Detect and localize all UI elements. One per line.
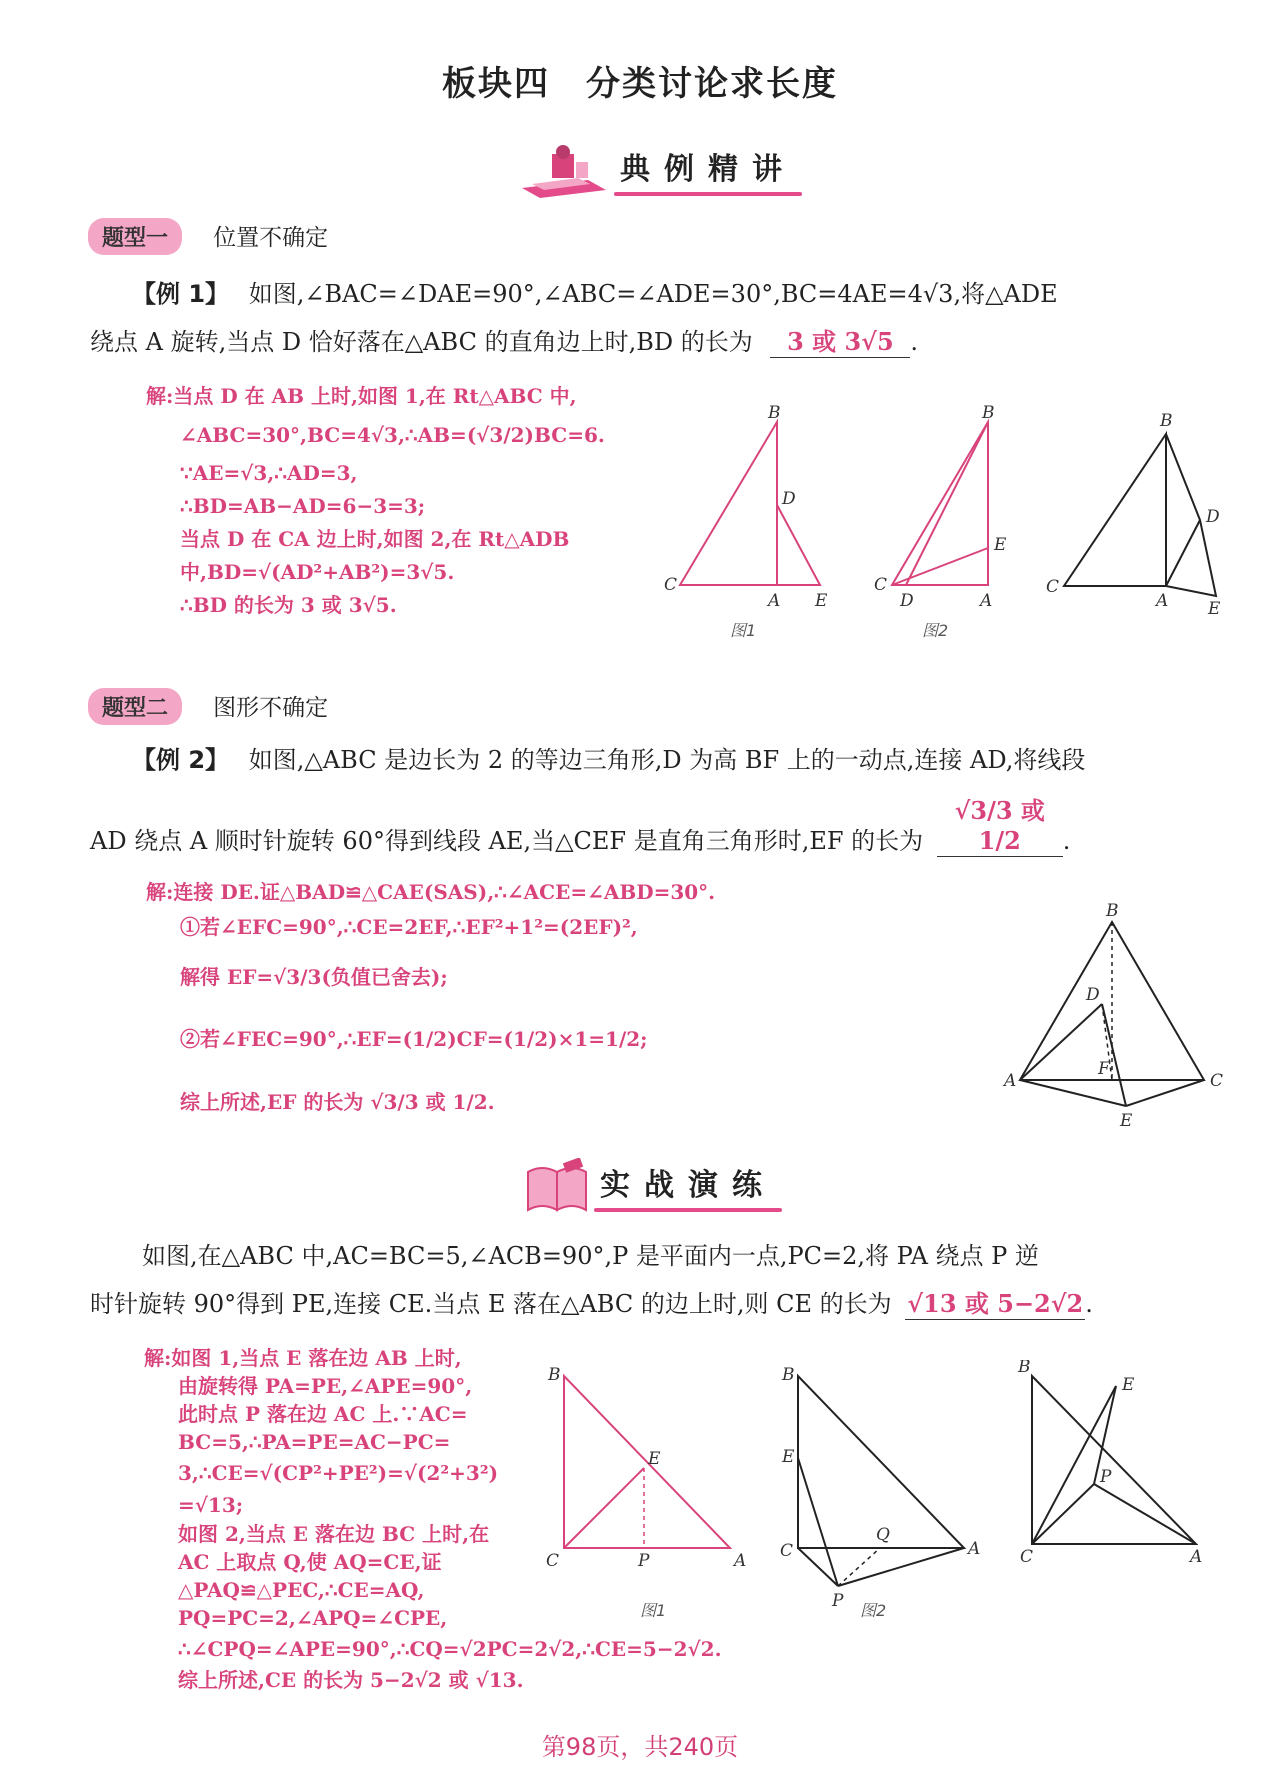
svg-text:D: D: [782, 489, 796, 509]
section2-header: [88, 688, 328, 725]
solution-line: 中,BD=√(AD²+AB²)=3√5.: [180, 560, 455, 584]
solution-line: 综上所述,EF 的长为 √3/3 或 1/2.: [180, 1090, 495, 1114]
solution-line: BC=5,∴PA=PE=AC−PC=: [178, 1430, 451, 1454]
solution-line: ∴BD 的长为 3 或 3√5.: [180, 593, 397, 617]
banner-underline: [594, 1208, 782, 1212]
svg-text:A: A: [980, 591, 993, 611]
banner-examples: [518, 140, 802, 200]
example1-line2: 绕点 A 旋转,当点 D 恰好落在△ABC 的直角边上时,BD 的长为 3 或 3√5 .: [90, 327, 918, 356]
svg-text:D: D: [1086, 985, 1100, 1005]
svg-text:B: B: [1018, 1360, 1031, 1377]
practice-line2: 时针旋转 90°得到 PE,连接 CE.当点 E 落在△ABC 的边上时,则 CE 的长为 √13 或 5−2√2.: [90, 1289, 1093, 1318]
example2-line2: AD 绕点 A 顺时针旋转 60°得到线段 AE,当△CEF 是直角三角形时,EF 的长为 √3/3 或 1/2 .: [90, 796, 1071, 855]
example1-figures: [660, 400, 1220, 650]
svg-text:B: B: [1106, 901, 1119, 921]
solution-line: 3,∴CE=√(CP²+PE²)=√(2²+3²): [178, 1461, 499, 1485]
fig2-caption: 图2: [922, 621, 949, 640]
solution-line: 当点 D 在 CA 边上时,如图 2,在 Rt△ADB: [180, 527, 570, 551]
title-part2: 分类讨论求长度: [586, 64, 838, 104]
banner-examples-text: [610, 144, 802, 196]
svg-text:A: A: [734, 1551, 747, 1571]
svg-text:B: B: [982, 403, 995, 423]
svg-text:E: E: [782, 1447, 795, 1467]
svg-text:C: C: [1020, 1547, 1034, 1567]
practice-line1: [142, 1232, 1232, 1280]
banner-examples-label: 典例精讲: [620, 152, 796, 187]
book-icon: [524, 1158, 590, 1214]
svg-text:E: E: [994, 535, 1007, 555]
solution-line: 如图 2,当点 E 落在边 BC 上时,在: [178, 1522, 490, 1546]
solution-line: ∠ABC=30°,BC=4√3,∴AB=(√3/2)BC=6.: [180, 423, 605, 447]
example2-text1: 如图,△ABC 是边长为 2 的等边三角形,D 为高 BF 上的一动点,连接 AD,将线段: [248, 746, 1086, 774]
banner-underline: [614, 192, 802, 196]
svg-text:C: C: [780, 1541, 794, 1561]
svg-text:P: P: [638, 1551, 650, 1571]
svg-text:E: E: [648, 1449, 661, 1469]
example2-figure: [1000, 900, 1230, 1140]
svg-text:A: A: [1004, 1071, 1017, 1091]
svg-text:C: C: [664, 575, 678, 595]
svg-text:C: C: [1046, 577, 1060, 597]
section1-tag: 题型一: [88, 218, 182, 255]
solution-line: 综上所述,CE 的长为 5−2√2 或 √13.: [178, 1668, 524, 1692]
practice-figures: [540, 1360, 1240, 1630]
practice-figure3: [1017, 1360, 1202, 1567]
solution-line: PQ=PC=2,∠APQ=∠CPE,: [178, 1606, 448, 1630]
practice-text2: 时针旋转 90°得到 PE,连接 CE.当点 E 落在△ABC 的边上时,则 CE 的长为: [90, 1290, 892, 1318]
stage-icon: [518, 140, 610, 200]
page-title: [0, 56, 1280, 105]
fig1-caption: 图1: [730, 621, 757, 640]
svg-text:E: E: [1120, 1111, 1133, 1131]
solution-line: ∴∠CPQ=∠APE=90°,∴CQ=√2PC=2√2,∴CE=5−2√2.: [178, 1637, 722, 1661]
solution-line: 解:当点 D 在 AB 上时,如图 1,在 Rt△ABC 中,: [146, 384, 577, 408]
svg-text:A: A: [968, 1539, 981, 1559]
solution-line: =√13;: [178, 1493, 244, 1517]
section1-header: [88, 218, 328, 255]
svg-text:E: E: [815, 591, 828, 611]
svg-text:A: A: [768, 591, 781, 611]
svg-text:D: D: [1206, 507, 1220, 527]
solution-line: 解得 EF=√3/3(负值已舍去);: [180, 965, 448, 989]
example2-label: 【例 2】: [132, 746, 230, 774]
svg-text:E: E: [1122, 1375, 1135, 1395]
svg-text:P: P: [1100, 1467, 1112, 1487]
svg-text:B: B: [548, 1365, 561, 1385]
practice-text1: 如图,在△ABC 中,AC=BC=5,∠ACB=90°,P 是平面内一点,PC=2,将 PA 绕点 P 逆: [142, 1242, 1039, 1270]
practice-figure2: [780, 1365, 980, 1620]
solution-line: △PAQ≌△PEC,∴CE=AQ,: [178, 1578, 425, 1602]
practice-fig1-caption: 图1: [640, 1601, 667, 1620]
practice-figure1: [546, 1365, 746, 1620]
svg-text:C: C: [1210, 1071, 1224, 1091]
page-footer: 第98页，共240页: [541, 1733, 739, 1761]
example2-text2: AD 绕点 A 顺时针旋转 60°得到线段 AE,当△CEF 是直角三角形时,EF 的长为: [90, 827, 924, 855]
section2-title: 图形不确定: [213, 695, 329, 721]
example1-line1: [132, 270, 1212, 318]
solution-line: 此时点 P 落在边 AC 上.∵AC=: [178, 1402, 468, 1426]
svg-text:C: C: [874, 575, 888, 595]
solution-line: AC 上取点 Q,使 AQ=CE,证: [178, 1550, 442, 1574]
solution-line: ②若∠FEC=90°,∴EF=(1/2)CF=(1/2)×1=1/2;: [180, 1027, 648, 1051]
svg-text:B: B: [782, 1365, 795, 1385]
example1-text2: 绕点 A 旋转,当点 D 恰好落在△ABC 的直角边上时,BD 的长为: [90, 328, 753, 356]
solution-line: 由旋转得 PA=PE,∠APE=90°,: [178, 1374, 473, 1398]
section1-title: 位置不确定: [213, 225, 329, 251]
svg-text:B: B: [1160, 411, 1173, 431]
svg-text:D: D: [900, 591, 914, 611]
svg-text:C: C: [546, 1551, 560, 1571]
example1-label: 【例 1】: [132, 280, 230, 308]
solution-line: ∴BD=AB−AD=6−3=3;: [180, 494, 426, 518]
banner-practice: [524, 1158, 782, 1214]
title-part1: 板块四: [442, 64, 550, 104]
example1-text1: 如图,∠BAC=∠DAE=90°,∠ABC=∠ADE=30°,BC=4AE=4√3,将△ADE: [248, 280, 1058, 308]
svg-text:F: F: [1098, 1059, 1110, 1079]
svg-text:A: A: [1156, 591, 1169, 611]
svg-text:P: P: [832, 1591, 844, 1611]
practice-fig2-caption: 图2: [860, 1601, 887, 1620]
section2-tag: 题型二: [88, 688, 182, 725]
example2-line1: [132, 736, 1232, 784]
example1-answer: 3 或 3√5: [770, 327, 910, 358]
svg-text:A: A: [1190, 1547, 1203, 1567]
banner-practice-text: [590, 1160, 782, 1212]
svg-text:E: E: [1208, 599, 1220, 619]
svg-text:B: B: [768, 403, 781, 423]
example2-solution: [146, 876, 715, 1135]
example1-figure2: [874, 403, 1007, 640]
example1-figure1: [664, 403, 828, 640]
banner-practice-label: 实战演练: [600, 1168, 776, 1203]
example2-answer: √3/3 或 1/2: [937, 796, 1063, 857]
solution-line: ∵AE=√3,∴AD=3,: [180, 461, 358, 485]
solution-line: 解:如图 1,当点 E 落在边 AB 上时,: [144, 1346, 462, 1370]
practice-answer: √13 或 5−2√2: [905, 1289, 1085, 1320]
svg-text:Q: Q: [876, 1525, 890, 1545]
solution-line: ①若∠EFC=90°,∴CE=2EF,∴EF²+1²=(2EF)²,: [180, 915, 638, 939]
solution-line: 解:连接 DE.证△BAD≌△CAE(SAS),∴∠ACE=∠ABD=30°.: [146, 880, 716, 904]
example1-figure3: [1046, 411, 1220, 619]
example1-solution: [146, 380, 605, 622]
